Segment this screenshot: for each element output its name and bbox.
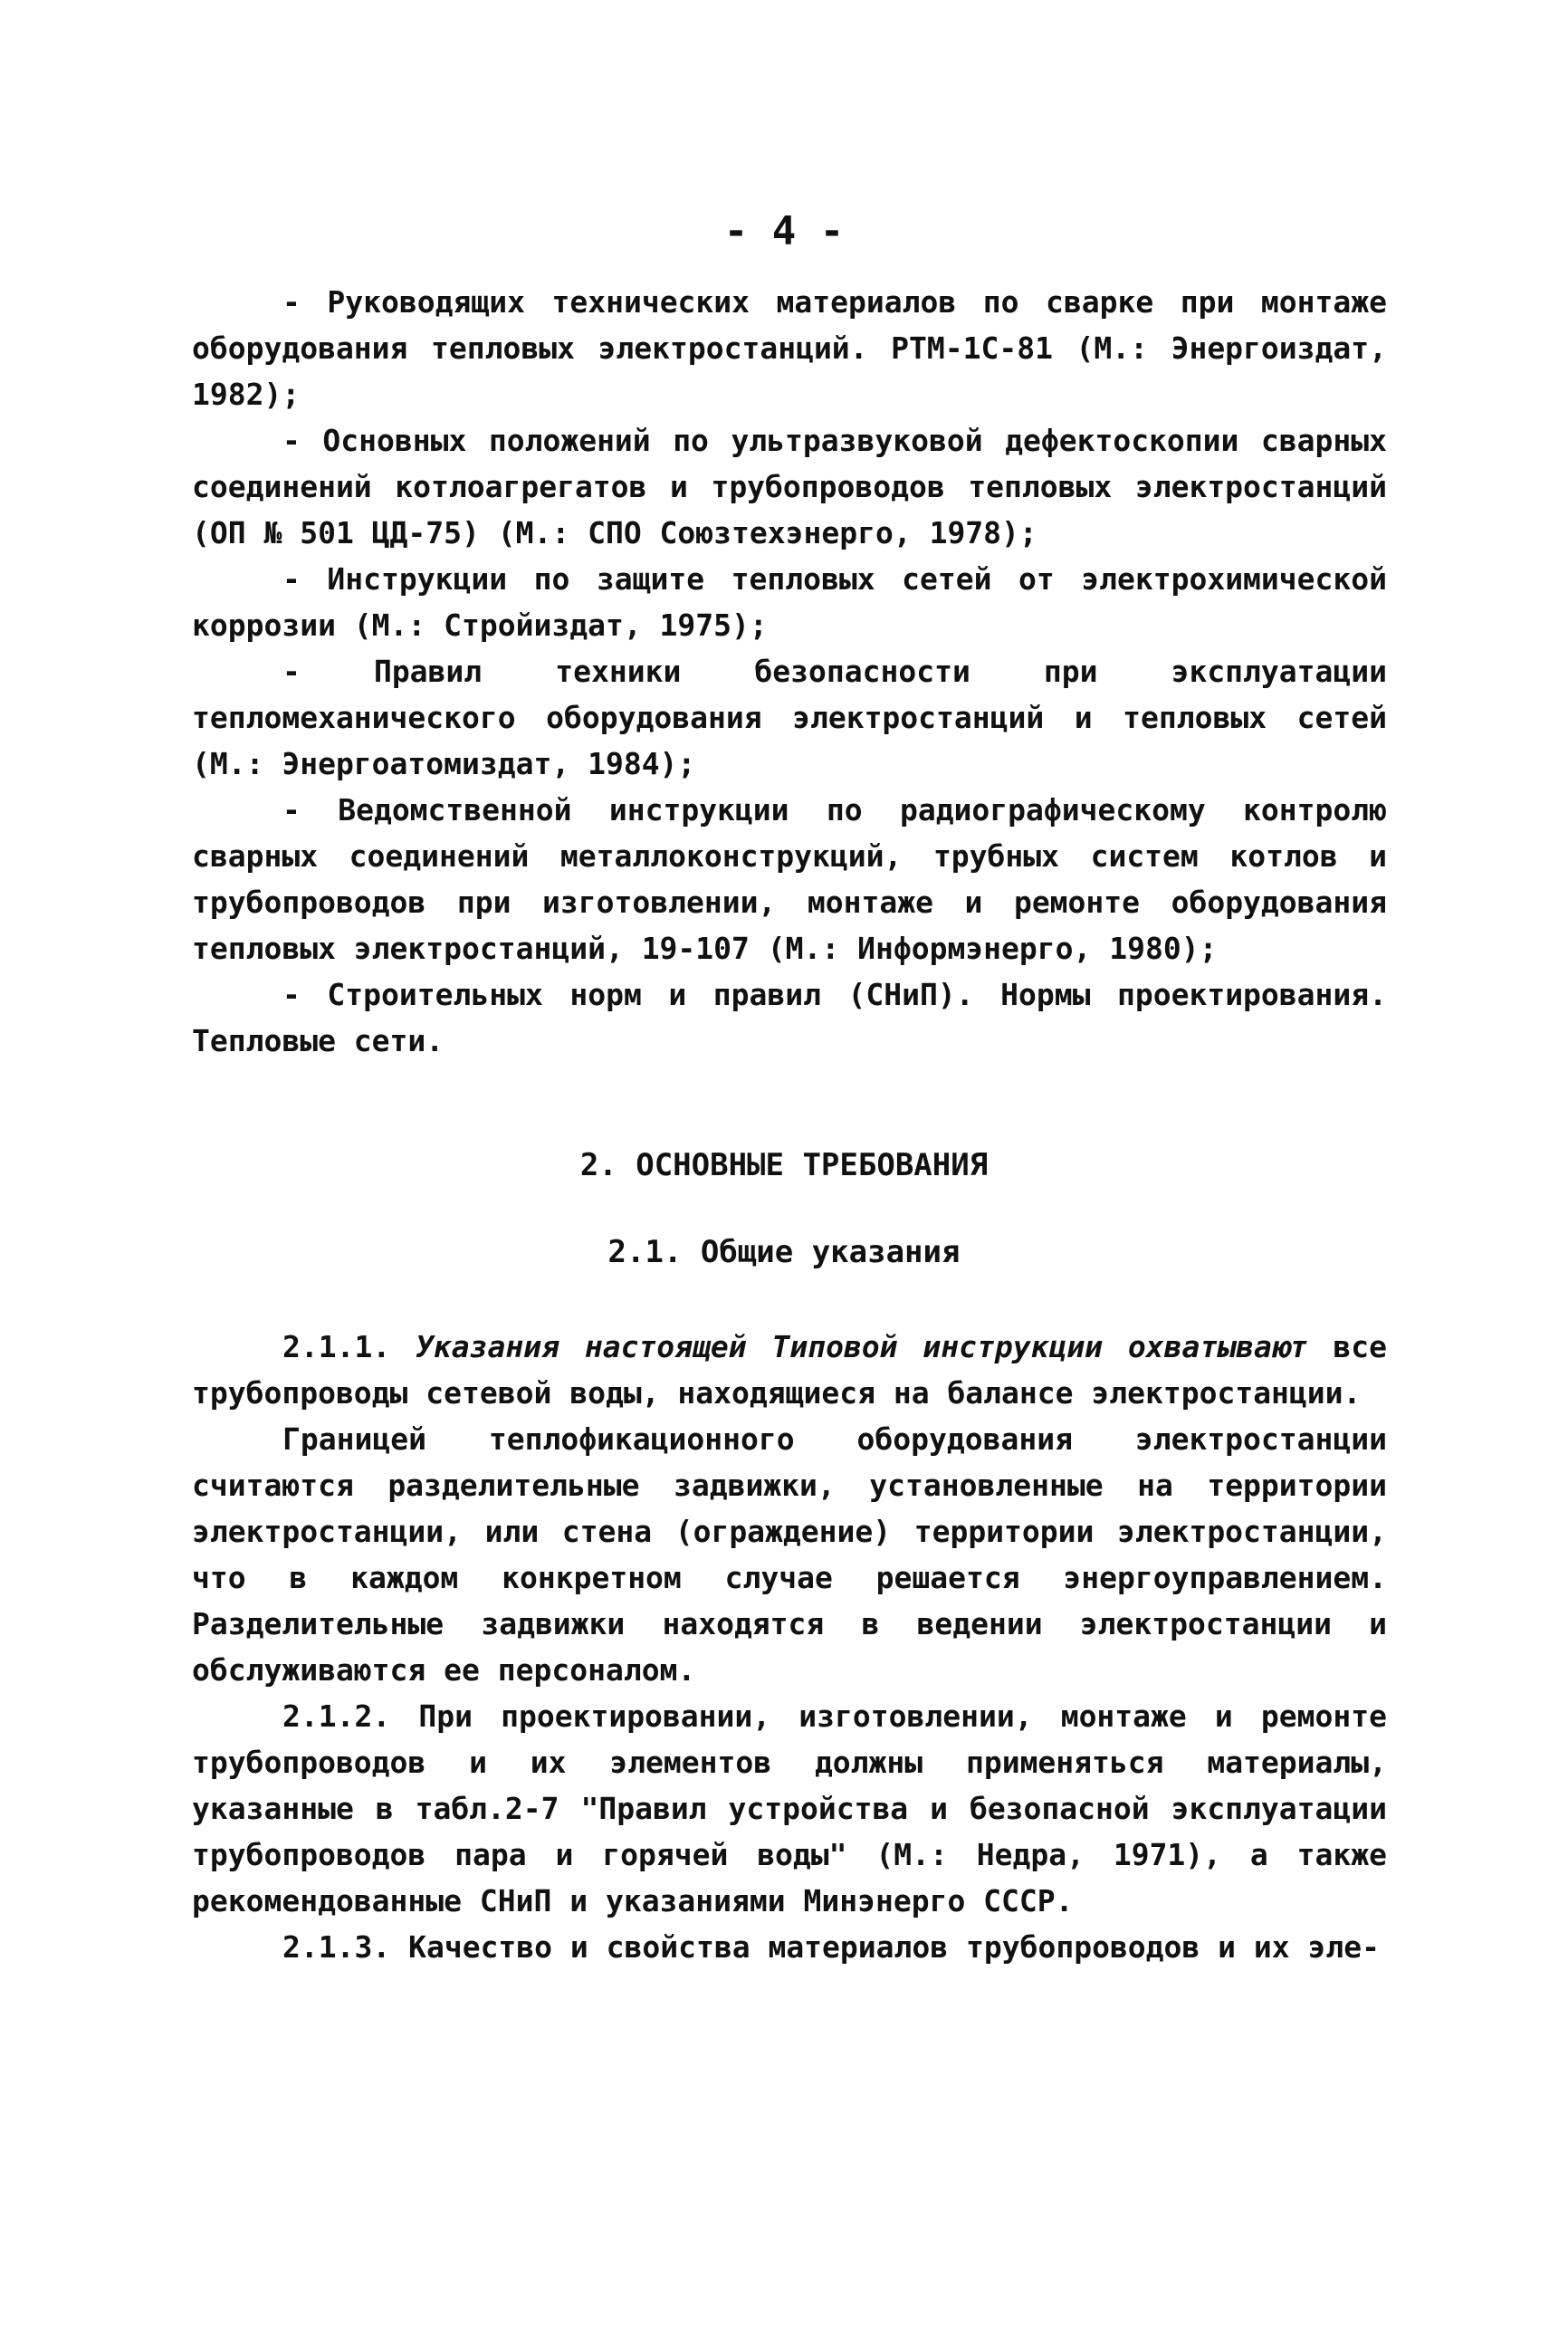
reference-item: - Ведомственной инструкции по радиографическому контролю сварных соединений металлоконструкций, трубных систем котлов и трубопроводов при изготовлении, монтаже и ремонте оборудования тепловых электростанций, 19-107 (М.: Информэнерго, 1980); bbox=[192, 792, 1387, 966]
reference-item: - Правил техники безопасности при эксплуатации тепломеханического оборудования электростанций и тепловых сетей (М.: Энергоатомиздат, 1984); bbox=[192, 654, 1387, 781]
clause-paragraph bbox=[192, 1324, 1387, 1416]
reference-item: - Инструкции по защите тепловых сетей от электрохимической коррозии (М.: Стройиздат, 1975); bbox=[192, 561, 1387, 643]
clauses-body bbox=[192, 1324, 1387, 1970]
clause-text: Границей теплофикационного оборудования электростанции считаются разделительные задвижки, установленные на территории электростанции, или стена (ограждение) территории электростанции, что в каждом конкретном случае решается энергоуправлением. Разделительные задвижки находятся в ведении электростанции и обслуживаются ее персоналом. bbox=[192, 1421, 1387, 1688]
clause-text: Качество и свойства материалов трубопроводов и их эле- bbox=[408, 1929, 1380, 1965]
section-title: 2. ОСНОВНЫЕ ТРЕБОВАНИЯ bbox=[579, 1147, 989, 1183]
subsection-title: 2.1. Общие указания bbox=[607, 1234, 961, 1270]
clause-text: все трубопроводы сетевой воды, находящиеся на балансе электростанции. bbox=[192, 1329, 1388, 1411]
clause-paragraph bbox=[192, 1693, 1387, 1924]
reference-item: - Строительных норм и правил (СНиП). Нормы проектирования. Тепловые сети. bbox=[192, 977, 1387, 1058]
clause-paragraph bbox=[192, 1924, 1387, 1970]
clause-paragraph bbox=[192, 1416, 1387, 1693]
reference-list bbox=[192, 279, 1387, 1064]
reference-item: - Руководящих технических материалов по сварке при монтаже оборудования тепловых электростанций. РТМ-1С-81 (М.: Энергоиздат, 1982); bbox=[192, 284, 1387, 412]
clause-text: При проектировании, изготовлении, монтаже и ремонте трубопроводов и их элементов должны применяться материалы, указанные в табл.2-7 "Правил устройства и безопасной эксплуатации трубопроводов пара и горячей воды" (М.: Недра, 1971), а также рекомендованные СНиП и указаниями Минэнерго СССР. bbox=[192, 1698, 1387, 1918]
clause-number: 2.1.1. bbox=[282, 1329, 391, 1364]
clause-lead: Указания настоящей Типовой инструкции охватывают bbox=[416, 1329, 1308, 1364]
reference-item: - Основных положений по ультразвуковой дефектоскопии сварных соединений котлоагрегатов и трубопроводов тепловых электростанций (ОП № 501 ЦД-75) (М.: СПО Союзтехэнерго, 1978); bbox=[192, 423, 1387, 550]
page-number: - 4 - bbox=[723, 208, 845, 254]
clause-number: 2.1.2. bbox=[282, 1698, 391, 1734]
clause-number: 2.1.3. bbox=[282, 1929, 391, 1965]
